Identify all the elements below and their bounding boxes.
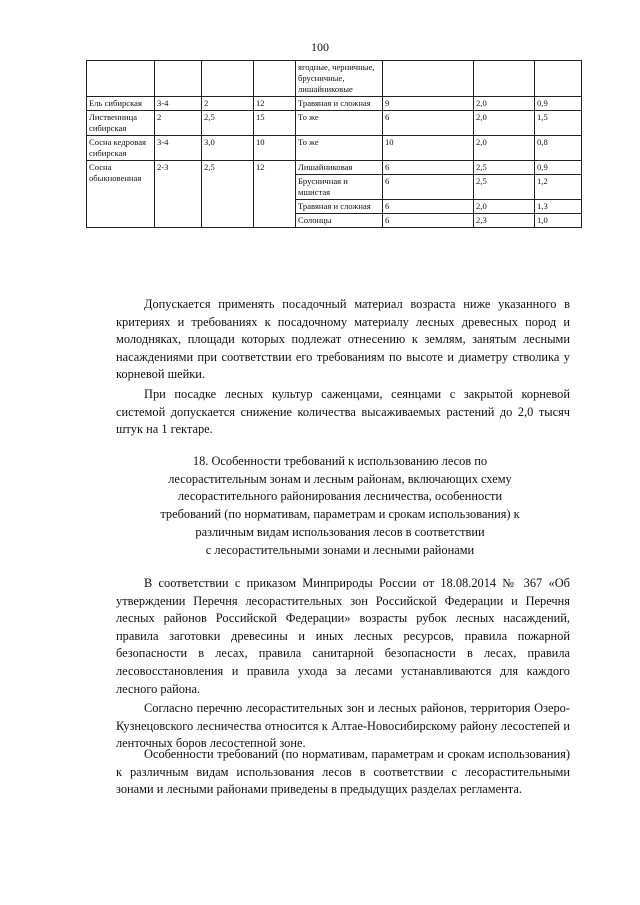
table-cell: 6 bbox=[383, 214, 474, 228]
table-cell: 2 bbox=[202, 97, 254, 111]
table-cell: 12 bbox=[254, 161, 296, 228]
table-cell: ягодные, черничные, брусничные, лишайниковые bbox=[296, 61, 383, 97]
heading-line: требований (по нормативам, параметрам и срокам использования) к bbox=[160, 507, 520, 522]
heading-line: 18. Особенности требований к использованию лесов по bbox=[192, 454, 488, 468]
table-cell: 1,5 bbox=[535, 111, 582, 136]
heading-line: с лесорастительными зонами и лесными районами bbox=[205, 542, 475, 557]
table-cell: 0,8 bbox=[535, 136, 582, 161]
table-cell: 1,0 bbox=[535, 214, 582, 228]
table-cell: 2,3 bbox=[474, 214, 535, 228]
table-cell: Ель сибирская bbox=[87, 97, 155, 111]
paragraph-seedlings: При посадке лесных культур саженцами, сеянцами с закрытой корневой системой допускается снижение количества высаживаемых растений до 2,0 тысяч штук на 1 гектаре. bbox=[116, 387, 570, 437]
table-cell: Травяная и сложная bbox=[296, 97, 383, 111]
table-cell bbox=[383, 61, 474, 97]
table-cell: Солонцы bbox=[296, 214, 383, 228]
table-cell: 15 bbox=[254, 111, 296, 136]
table-cell: 3,0 bbox=[202, 136, 254, 161]
table-cell: Брусничная и мшистая bbox=[296, 175, 383, 200]
heading-line: лесорастительного районирования лесничества, особенности bbox=[177, 489, 503, 504]
paragraph-planting-material: Допускается применять посадочный материал возраста ниже указанного в критериях и требованиях к посадочному материалу лесных древесных пород и молодняках, площади которых подлежат отнесению к землям, занятым лесными насаждениями при соответствии его требованиям по высоте и диаметру стволика у корневой шейки. bbox=[116, 297, 570, 382]
table-cell: То же bbox=[296, 111, 383, 136]
table-cell: Сосна кедровая сибирская bbox=[87, 136, 155, 161]
table-cell: 2,0 bbox=[474, 136, 535, 161]
table-cell bbox=[202, 61, 254, 97]
heading-line: различным видам использования лесов в соответствии bbox=[195, 524, 485, 539]
table-cell: 2,5 bbox=[202, 161, 254, 228]
table-cell: 3-4 bbox=[155, 136, 202, 161]
table-cell: 6 bbox=[383, 111, 474, 136]
table-cell: 2,0 bbox=[474, 111, 535, 136]
table-row bbox=[87, 61, 582, 97]
table-cell: 6 bbox=[383, 175, 474, 200]
table-cell: 1,3 bbox=[535, 200, 582, 214]
table-cell: Травяная и сложная bbox=[296, 200, 383, 214]
table-cell bbox=[155, 61, 202, 97]
table-cell: 6 bbox=[383, 161, 474, 175]
table-cell: 0,9 bbox=[535, 97, 582, 111]
table-cell: 2,0 bbox=[474, 200, 535, 214]
table-cell: 2,5 bbox=[202, 111, 254, 136]
table-cell: 6 bbox=[383, 200, 474, 214]
page-number: 100 bbox=[311, 40, 329, 54]
table-cell: 3-4 bbox=[155, 97, 202, 111]
section-heading bbox=[150, 453, 530, 559]
table-cell: Сосна обыкновенная bbox=[87, 161, 155, 228]
table-cell: 2,5 bbox=[474, 175, 535, 200]
table-cell: 1,2 bbox=[535, 175, 582, 200]
paragraph-zone-list: Согласно перечню лесорастительных зон и лесных районов, территория Озеро-Кузнецовского лесничества относится к Алтае-Новосибирскому району лесостепей и ленточных боров лесостепной зоне. bbox=[116, 701, 570, 751]
table-row bbox=[87, 161, 582, 175]
heading-line: лесорастительным зонам и лесным районам, включающих схему bbox=[168, 471, 512, 486]
table-row bbox=[87, 97, 582, 111]
paragraph-requirements: Особенности требований (по нормативам, параметрам и срокам использования) к различным видам использования лесов в соответствии с лесорастительными зонами и лесными районами приведены в предыдущих разделах регламента. bbox=[116, 747, 570, 797]
table-cell: 9 bbox=[383, 97, 474, 111]
table-cell: 2,0 bbox=[474, 97, 535, 111]
table-cell: 10 bbox=[383, 136, 474, 161]
table-row bbox=[87, 111, 582, 136]
planting-table bbox=[86, 60, 582, 228]
table-row bbox=[87, 136, 582, 161]
table-cell: 0,9 bbox=[535, 161, 582, 175]
table-cell bbox=[254, 61, 296, 97]
table-cell: 2,5 bbox=[474, 161, 535, 175]
table-cell: Лиственница сибирская bbox=[87, 111, 155, 136]
table-cell: 2 bbox=[155, 111, 202, 136]
table-cell: 10 bbox=[254, 136, 296, 161]
table-cell: 12 bbox=[254, 97, 296, 111]
table-cell: Лишайниковая bbox=[296, 161, 383, 175]
table-cell: То же bbox=[296, 136, 383, 161]
table-cell bbox=[87, 61, 155, 97]
paragraph-order-367: В соответствии с приказом Минприроды России от 18.08.2014 № 367 «Об утверждении Перечня лесорастительных зон Российской Федерации и Перечня лесных районов Российской Федерации» возрасты рубок лесных насаждений, правила заготовки древесины и иных лесных ресурсов, правила пожарной безопасности в лесах, правила санитарной безопасности в лесах, правила лесовосстановления и правила ухода за лесами устанавливаются для каждого лесного района. bbox=[116, 576, 570, 696]
table-cell bbox=[474, 61, 535, 97]
table-cell: 2-3 bbox=[155, 161, 202, 228]
table-cell bbox=[535, 61, 582, 97]
